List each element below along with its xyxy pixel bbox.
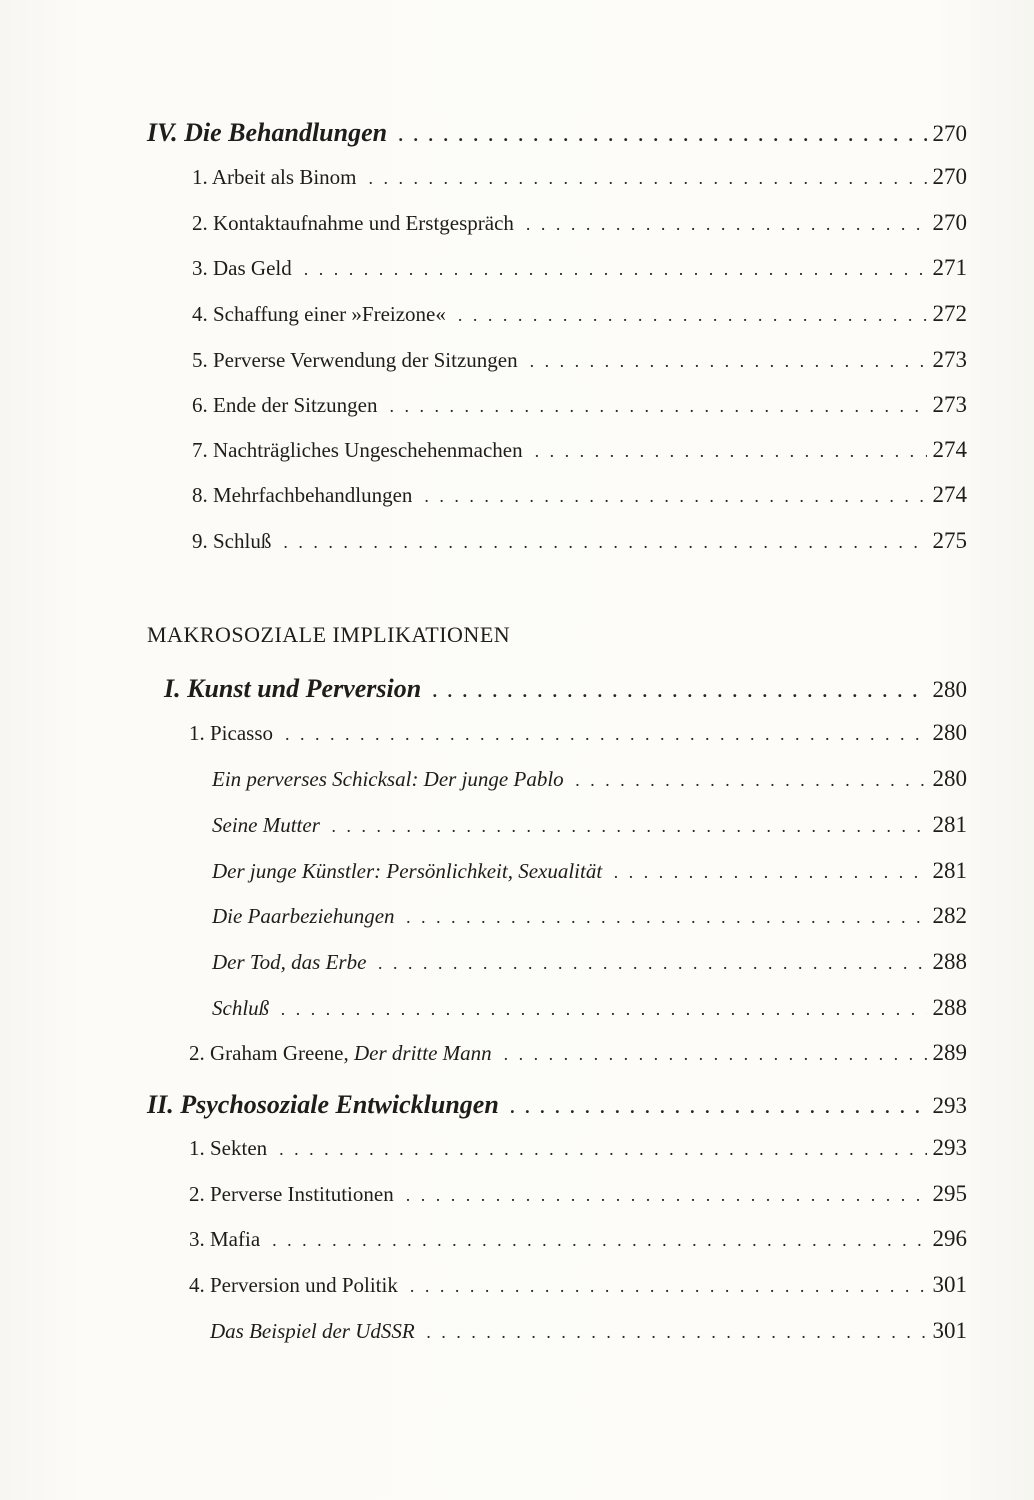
toc-subentry (212, 995, 967, 1021)
toc-entry (192, 528, 967, 554)
page-number: 280 (932, 720, 967, 745)
chapter-title: II. Psychosoziale Entwicklungen (147, 1090, 499, 1119)
subentry-title: Ein perverses Schicksal: Der junge Pablo (212, 767, 564, 791)
subentry-title: Der junge Künstler: Persönlichkeit, Sexualität (212, 859, 603, 883)
entry-title: 8. Mehrfachbehandlungen (192, 483, 413, 507)
dot-leader (389, 396, 926, 417)
section-heading: MAKROSOZIALE IMPLIKATIONEN (147, 622, 511, 647)
dot-leader (406, 1185, 927, 1206)
toc-entry (192, 210, 967, 236)
dot-leader (272, 1230, 926, 1251)
entry-title: 7. Nachträgliches Ungeschehenmachen (192, 438, 523, 462)
dot-leader (332, 816, 927, 837)
page-number: 270 (932, 121, 967, 146)
toc-subentry (212, 903, 967, 929)
toc-entry (189, 1135, 967, 1161)
toc-subentry (210, 1318, 967, 1344)
toc-entry (192, 392, 967, 418)
entry-title: 4. Schaffung einer »Freizone« (192, 302, 446, 326)
page-number: 289 (932, 1040, 967, 1065)
entry-title: 2. Kontaktaufnahme und Erstgespräch (192, 211, 514, 235)
dot-leader (283, 532, 926, 553)
toc-subentry (212, 766, 967, 792)
toc-chapter-ii (147, 1090, 967, 1120)
page-number: 301 (932, 1318, 967, 1343)
toc-entry (192, 255, 967, 281)
toc-entry (189, 1226, 967, 1252)
page-number: 282 (932, 903, 967, 928)
toc-entry (189, 720, 967, 746)
entry-title: 6. Ende der Sitzungen (192, 393, 378, 417)
dot-leader (304, 259, 927, 280)
dot-leader (279, 1139, 926, 1160)
page-number: 271 (932, 255, 967, 280)
dot-leader (285, 724, 927, 745)
page-number: 273 (932, 347, 967, 372)
dot-leader (576, 770, 927, 791)
toc-entry (192, 437, 967, 463)
subentry-title: Die Paarbeziehungen (212, 904, 395, 928)
entry-title-prefix: 2. Graham Greene, (189, 1041, 355, 1065)
dot-leader (614, 862, 926, 883)
dot-leader (526, 214, 927, 235)
dot-leader (410, 1276, 927, 1297)
page-number: 293 (932, 1093, 967, 1118)
dot-leader (424, 486, 926, 507)
entry-title: 5. Perverse Verwendung der Sitzungen (192, 348, 518, 372)
chapter-title: IV. Die Behandlungen (147, 118, 388, 147)
toc-chapter-iv (147, 118, 967, 148)
dot-leader (458, 305, 927, 326)
page-number: 288 (932, 949, 967, 974)
page-number: 273 (932, 392, 967, 417)
subentry-title: Seine Mutter (212, 813, 320, 837)
entry-title: 1. Picasso (189, 721, 273, 745)
page-number: 280 (932, 677, 967, 702)
page-number: 293 (932, 1135, 967, 1160)
dot-leader (433, 681, 926, 702)
entry-title (189, 1041, 492, 1066)
toc-entry (192, 482, 967, 508)
entry-title: 1. Arbeit als Binom (192, 165, 357, 189)
entry-title: 3. Mafia (189, 1227, 261, 1251)
toc-entry (192, 164, 967, 190)
page-number: 296 (932, 1226, 967, 1251)
toc-entry (192, 347, 967, 373)
dot-leader (407, 907, 927, 928)
dot-leader (281, 999, 926, 1020)
page-number: 301 (932, 1272, 967, 1297)
dot-leader (511, 1097, 927, 1118)
page-number: 288 (932, 995, 967, 1020)
entry-title: 4. Perversion und Politik (189, 1273, 398, 1297)
page-number: 272 (932, 301, 967, 326)
dot-leader (535, 441, 927, 462)
page-number: 274 (932, 482, 967, 507)
toc-entry (189, 1272, 967, 1298)
toc-entry (192, 301, 967, 327)
subentry-title: Der Tod, das Erbe (212, 950, 367, 974)
dot-leader (504, 1044, 927, 1065)
toc-subentry (212, 949, 967, 975)
page-number: 274 (932, 437, 967, 462)
page-number: 270 (932, 164, 967, 189)
toc-subentry (212, 858, 967, 884)
page-number: 281 (932, 858, 967, 883)
entry-title: 9. Schluß (192, 529, 272, 553)
entry-title-italic: Der dritte Mann (354, 1041, 492, 1065)
toc-subentry (212, 812, 967, 838)
toc-chapter-i (164, 674, 967, 704)
subentry-title: Das Beispiel der UdSSR (210, 1319, 415, 1343)
toc-entry (189, 1181, 967, 1207)
page-number: 295 (932, 1181, 967, 1206)
chapter-title: I. Kunst und Perversion (164, 674, 422, 703)
page-number: 275 (932, 528, 967, 553)
toc-entry (189, 1040, 967, 1066)
entry-title: 3. Das Geld (192, 256, 292, 280)
page-number: 270 (932, 210, 967, 235)
entry-title: 1. Sekten (189, 1136, 268, 1160)
dot-leader (378, 953, 926, 974)
dot-leader (427, 1322, 927, 1343)
entry-title: 2. Perverse Institutionen (189, 1182, 394, 1206)
subentry-title: Schluß (212, 996, 270, 1020)
dot-leader (399, 125, 926, 146)
page-number: 281 (932, 812, 967, 837)
dot-leader (369, 168, 927, 189)
dot-leader (530, 351, 927, 372)
page-number: 280 (932, 766, 967, 791)
